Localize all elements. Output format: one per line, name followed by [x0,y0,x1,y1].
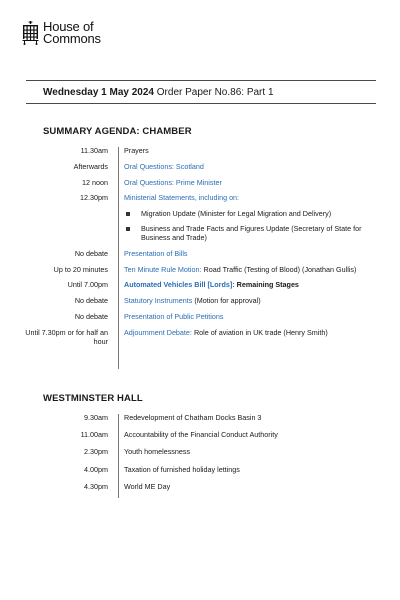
agenda-time: 11.00am [80,430,108,440]
automated-vehicles-bill-link[interactable]: Automated Vehicles Bill [Lords]: [124,280,235,290]
agenda-time: Afterwards [73,161,108,171]
agenda-row [20,465,380,475]
chamber-agenda [20,146,380,353]
logo-line-2: Commons [43,31,101,46]
agenda-item: Prayers [124,146,149,155]
oral-questions-scotland-link[interactable]: Oral Questions: Scotland [124,161,204,171]
agenda-row [20,205,380,248]
agenda-row [20,193,380,203]
order-paper-date: Wednesday 1 May 2024 [43,87,154,98]
bullet-item [124,209,375,219]
agenda-item: Redevelopment of Chatham Docks Basin 3 [124,413,262,422]
bullet-text: Migration Update (Minister for Legal Migration and Delivery) [141,208,332,218]
logo-wordmark [43,21,101,45]
agenda-row [20,430,380,440]
agenda-time: Until 7.00pm [67,280,108,290]
header-top-rule [26,80,376,81]
agenda-row [20,312,380,322]
statutory-instruments-link[interactable]: Statutory Instruments [124,296,193,306]
agenda-row [20,162,380,172]
agenda-row [20,413,380,423]
agenda-row [20,328,380,347]
agenda-row [20,265,380,275]
westminster-hall-heading: WESTMINSTER HALL [43,393,143,404]
westminster-hall-agenda [20,413,380,499]
agenda-row [20,280,380,290]
agenda-time: 4.30pm [84,481,108,491]
bullet-item [124,224,375,243]
agenda-divider [118,147,119,369]
agenda-time: Up to 20 minutes [53,264,108,274]
agenda-row [20,296,380,306]
oral-questions-pm-link[interactable]: Oral Questions: Prime Minister [124,177,222,187]
agenda-time: 11.30am [80,146,108,155]
agenda-row [20,146,380,156]
portcullis-icon [22,21,39,45]
order-paper-number: Order Paper No.86: Part 1 [156,87,274,98]
agenda-item-detail: (Motion for approval) [194,296,261,306]
agenda-item-detail: Remaining Stages [236,280,299,290]
bullet-square-icon [126,212,130,216]
agenda-time: 12 noon [82,177,108,187]
header-bottom-rule [26,103,376,104]
agenda-time: Until 7.30pm or for half an hour [25,327,108,347]
agenda-row [20,249,380,259]
agenda-item-detail: Role of aviation in UK trade (Henry Smith) [193,327,328,337]
agenda-time: 9.30am [84,413,108,422]
agenda-row [20,447,380,457]
agenda-time: 12.30pm [80,193,108,203]
agenda-time: 2.30pm [84,447,108,457]
agenda-time: No debate [74,311,108,321]
agenda-time: No debate [74,296,108,306]
agenda-item: World ME Day [124,481,171,491]
house-of-commons-logo [22,21,101,45]
agenda-time: No debate [74,248,108,258]
agenda-item-detail: Road Traffic (Testing of Blood) (Jonathan Gullis) [203,264,357,274]
agenda-divider [118,414,119,498]
bullet-text: Business and Trade Facts and Figures Update (Secretary of State for Business and Trade) [141,223,362,243]
chamber-heading: SUMMARY AGENDA: CHAMBER [43,126,192,137]
logo-line-1: House of [43,19,94,34]
agenda-time: 4.00pm [84,464,108,474]
statement-bullets [115,209,375,248]
agenda-item: Accountability of the Financial Conduct Authority [124,430,278,440]
public-petitions-link[interactable]: Presentation of Public Petitions [124,311,224,321]
adjournment-debate-link[interactable]: Adjournment Debate: [124,327,192,337]
ten-minute-rule-link[interactable]: Ten Minute Rule Motion: [124,264,202,274]
bullet-square-icon [126,227,130,231]
agenda-item: Taxation of furnished holiday lettings [124,464,240,474]
order-paper-title [43,86,274,99]
ministerial-statements-link[interactable]: Ministerial Statements, including on: [124,193,240,203]
presentation-of-bills-link[interactable]: Presentation of Bills [124,248,188,258]
agenda-row [20,482,380,492]
agenda-item: Youth homelessness [124,447,191,457]
agenda-row [20,178,380,188]
